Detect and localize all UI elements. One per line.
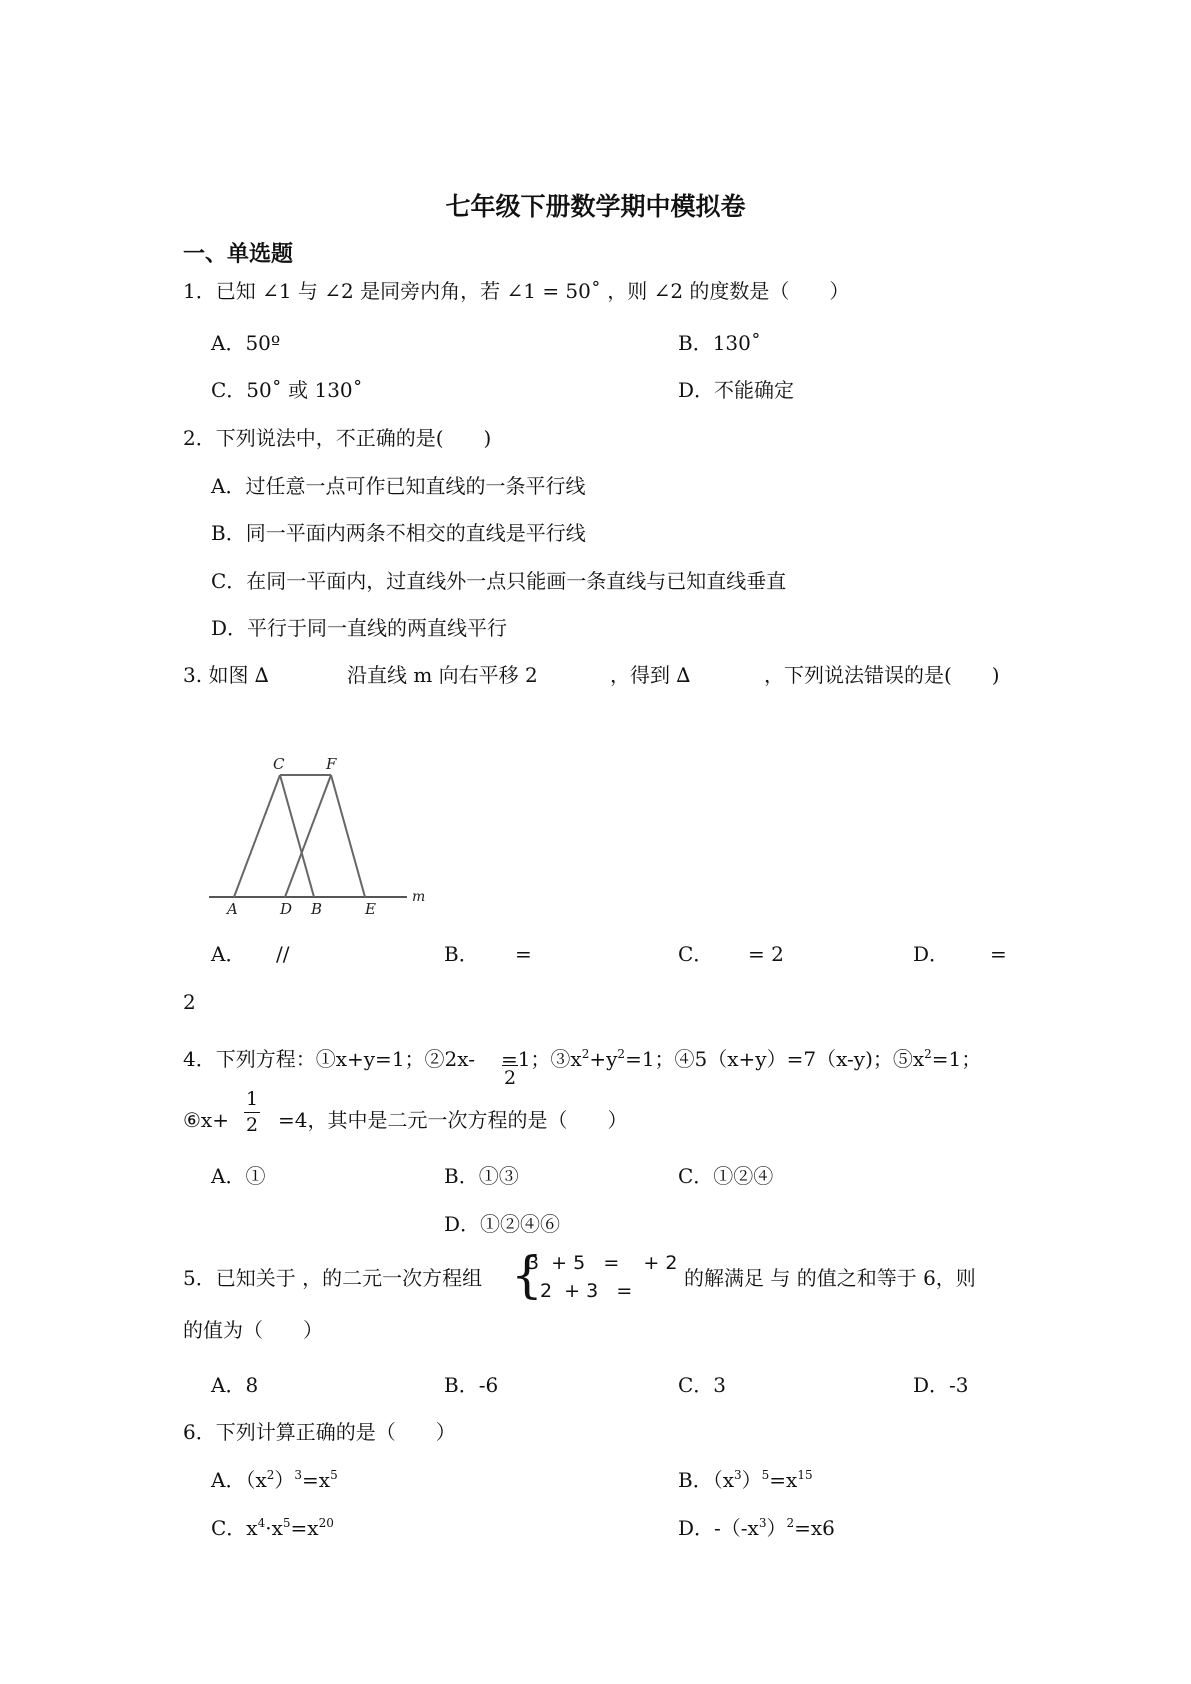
q6-option-c: C．$x^4\cdot x^5=x^{20}$ — [211, 1516, 334, 1540]
q6-option-a: A．$(x^2)^3=x^5$ — [211, 1468, 338, 1492]
q5-stem-line1-part2: 的解满足 与 的值之和等于 6，则 — [684, 1266, 976, 1290]
q5-option-b: B．-6 — [444, 1373, 499, 1397]
q4-fraction-2: 1 2 — [245, 1088, 259, 1136]
q4-option-b: B．①③ — [444, 1164, 519, 1188]
q2-option-a: A．过任意一点可作已知直线的一条平行线 — [211, 474, 586, 498]
segment-ac — [234, 775, 280, 897]
section-heading: 一、单选题 — [183, 242, 294, 267]
q5-stem-line1-part1: 5．已知关于 ，的二元一次方程组 — [183, 1266, 483, 1290]
q5-stem-line2: 的值为（ ） — [183, 1318, 323, 1342]
label-e: E — [365, 900, 376, 915]
q4-option-a: A．① — [211, 1164, 266, 1188]
q4-option-d: D．①②④⑥ — [444, 1212, 561, 1236]
q4-fraction-1: 2 — [503, 1067, 517, 1089]
q3-stem-part2: 沿直线 m 向右平移 2 — [347, 663, 538, 687]
fraction-bar — [244, 1112, 260, 1113]
q3-option-b: B． — [444, 942, 479, 966]
q1-option-b: B．130˚ — [678, 331, 761, 355]
q4-stem-line2-part2: =4，其中是二元一次方程的是（ ） — [278, 1108, 628, 1132]
q1-option-a: A．50º — [211, 331, 281, 355]
q3-stem-part3: ，得到 ∆ — [610, 663, 691, 687]
q6-option-b: B．$(x^3)^5=x^{15}$ — [678, 1468, 813, 1492]
q3-stem-part1: 3. 如图 ∆ — [183, 663, 269, 687]
q6-option-d: D．$-(-x^3)^2=x6$ — [678, 1516, 835, 1540]
q4-stem-line1: 4．下列方程：①x+y=1；②2x- =1；$③x^2+y^2=1$；④5（x+y）=7（x-y)；$⑤x^2=1$； — [183, 1047, 982, 1071]
q3-option-d-symbol: = — [990, 942, 1007, 966]
q3-option-c-symbol: = 2 — [748, 942, 784, 966]
label-m: m — [412, 889, 426, 905]
q3-option-d: D． — [913, 942, 950, 966]
label-b: B — [311, 900, 323, 915]
q4-stem-line2-part1: ⑥x+ — [183, 1108, 229, 1132]
q3-option-d-continued: 2 — [183, 990, 196, 1014]
translation-figure — [205, 745, 435, 915]
q4-option-c: C．①②④ — [678, 1164, 774, 1188]
q2-option-d: D．平行于同一直线的两直线平行 — [211, 616, 508, 640]
label-c: C — [273, 755, 285, 773]
q3-stem-part4: ，下列说法错误的是( ) — [764, 663, 1000, 687]
q5-option-d: D．-3 — [913, 1373, 969, 1397]
label-f: F — [326, 755, 337, 773]
label-a: A — [227, 900, 238, 915]
q5-equation-1: 3 + 5 = + 2 — [527, 1252, 678, 1274]
page-title: 七年级下册数学期中模拟卷 — [445, 192, 746, 221]
q2-option-c: C．在同一平面内，过直线外一点只能画一条直线与已知直线垂直 — [211, 569, 787, 593]
q5-equation-2: 2 + 3 = — [540, 1280, 633, 1302]
q3-option-c: C． — [678, 942, 714, 966]
q1-stem: 1．已知 ∠1 与 ∠2 是同旁内角，若 ∠1 = 50˚ ，则 ∠2 的度数是（ ） — [183, 279, 850, 303]
segment-fe — [331, 775, 365, 897]
q5-system-brace: { — [511, 1246, 543, 1304]
q1-option-c: C．50˚ 或 130˚ — [211, 378, 363, 402]
q3-option-a: A． — [211, 942, 246, 966]
q1-option-d: D．不能确定 — [678, 378, 795, 402]
q2-option-b: B．同一平面内两条不相交的直线是平行线 — [211, 521, 586, 545]
fraction-bar — [502, 1065, 518, 1066]
q5-option-a: A．8 — [211, 1373, 259, 1397]
q6-stem: 6．下列计算正确的是（ ） — [183, 1420, 456, 1444]
q3-option-b-symbol: = — [515, 942, 532, 966]
label-d: D — [280, 900, 293, 915]
q5-option-c: C．3 — [678, 1373, 727, 1397]
q2-stem: 2．下列说法中，不正确的是( ) — [183, 426, 492, 450]
q3-option-a-symbol: // — [276, 942, 290, 966]
